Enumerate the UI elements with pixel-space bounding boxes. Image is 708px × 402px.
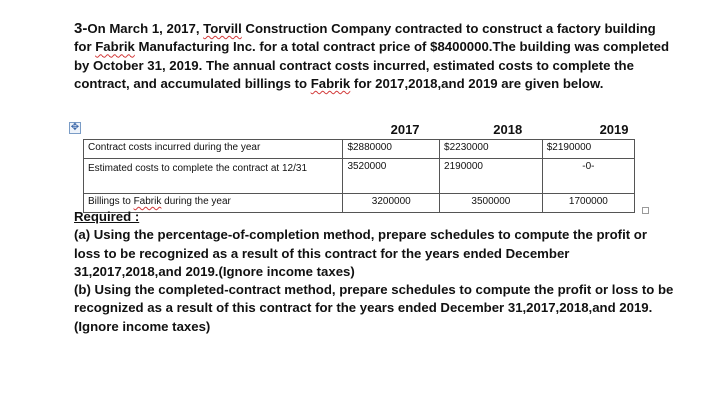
- contract-data-table: [83, 120, 635, 213]
- table-row: [84, 140, 635, 159]
- row-label: Billings to Fabrik during the year: [84, 194, 343, 213]
- cell-value: $2230000: [440, 140, 543, 159]
- header-year-2018: 2018: [440, 120, 543, 140]
- cell-value: $2880000: [343, 140, 440, 159]
- cell-value: 3200000: [343, 194, 440, 213]
- table-header-row: [84, 120, 635, 140]
- cell-value: $2190000: [542, 140, 634, 159]
- cell-value: 3520000: [343, 159, 440, 194]
- table-row: [84, 159, 635, 194]
- problem-statement: [74, 20, 674, 93]
- header-blank: [84, 120, 343, 140]
- header-year-2017: 2017: [343, 120, 440, 140]
- cell-value: -0-: [542, 159, 634, 194]
- move-handle-icon[interactable]: ✥: [70, 122, 80, 133]
- cell-value: 3500000: [440, 194, 543, 213]
- cell-value: 1700000: [542, 194, 634, 213]
- required-part-b: (b) Using the completed-contract method, prepare schedules to compute the profit or loss to be recognized as a result of this contract for the years ended December 31,2017,2018,and 2019.(Ignore income taxes): [74, 282, 674, 334]
- row-label: Estimated costs to complete the contract at 12/31: [84, 159, 343, 194]
- required-heading: Required :: [74, 209, 140, 224]
- company-name-fabrik-2: Fabrik: [310, 75, 351, 91]
- row-label: Contract costs incurred during the year: [84, 140, 343, 159]
- problem-number: 3-: [74, 20, 88, 37]
- company-name-torvill: Torvill: [203, 21, 242, 36]
- header-year-2019: 2019: [542, 120, 634, 140]
- required-section: [74, 208, 674, 336]
- required-part-a: (a) Using the percentage-of-completion method, prepare schedules to compute the profit or loss to be recognized as a result of this contract for the years ended December 31,2017,2018,and 2019.(Ignore income taxes): [74, 227, 647, 279]
- cell-value: 2190000: [440, 159, 543, 194]
- company-name-fabrik-3: Fabrik: [133, 196, 162, 207]
- company-name-fabrik: Fabrik: [95, 39, 135, 55]
- problem-paragraph: 3-On March 1, 2017, Torvill Construction Company contracted to construct a factory building for Fabrik Manufacturing Inc. for a total contract price of $8400000.The building was completed by October 31, 2019. The annual contract costs incurred, estimated costs to complete the contract, and accumulated billings to Fabrik for 2017,2018,and 2019 are given below.: [74, 20, 670, 91]
